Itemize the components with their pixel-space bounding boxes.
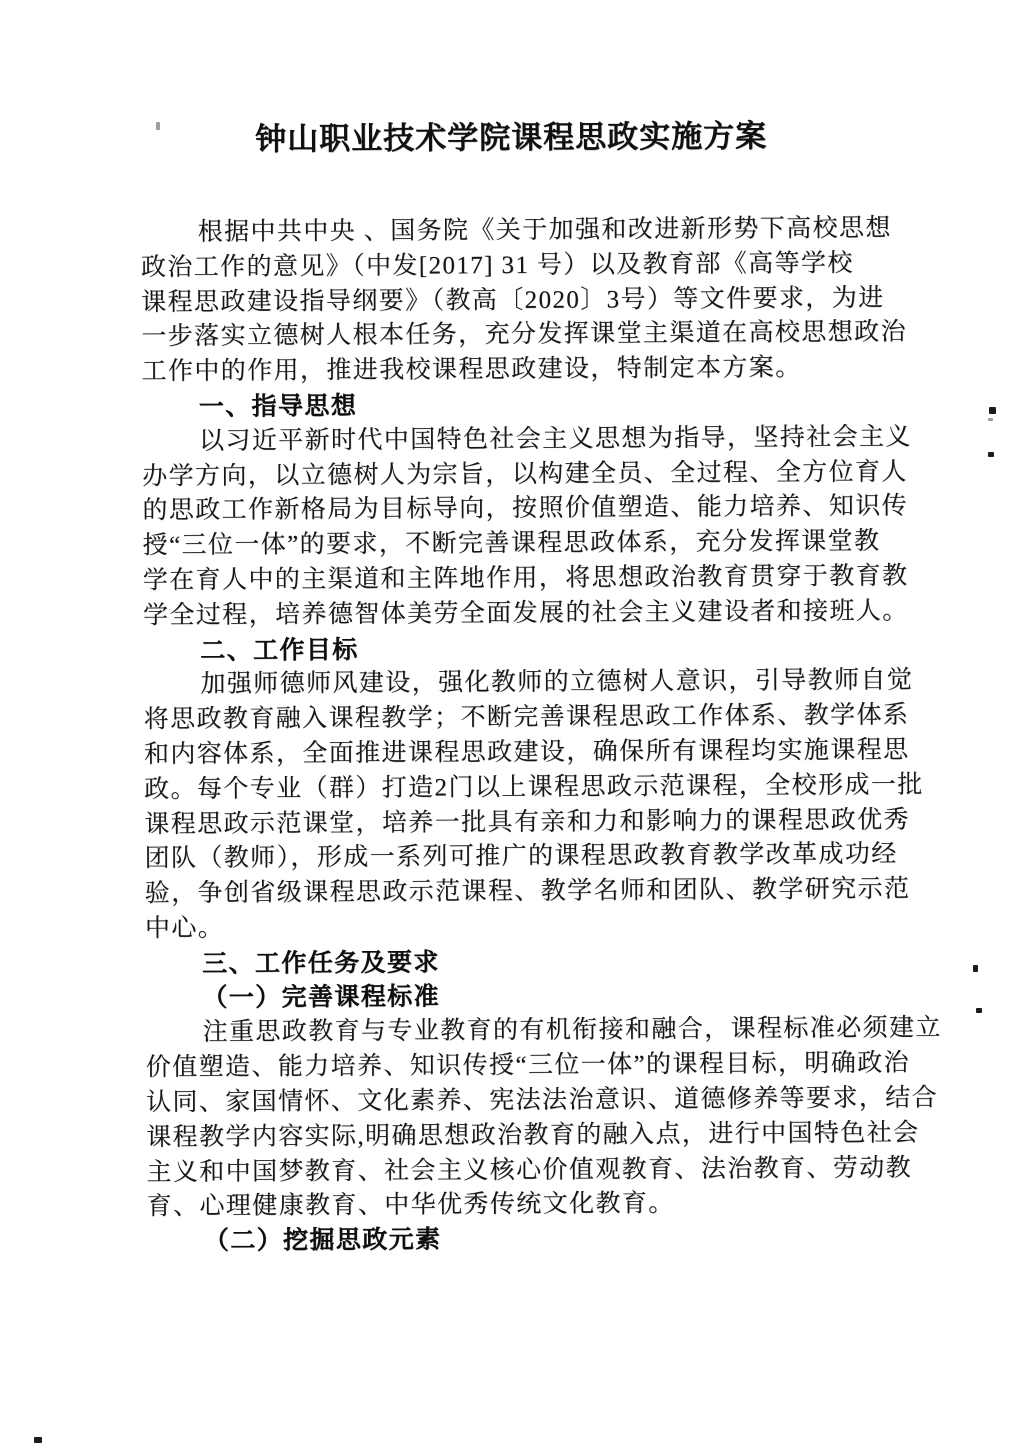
- text-line: 课程教学内容实际,明确思想政治教育的融入点，进行中国特色社会: [146, 1119, 920, 1151]
- text-line: 的思政工作新格局为目标导向，按照价值塑造、能力培养、知识传: [142, 492, 909, 525]
- ink-speck: [988, 452, 994, 457]
- ink-speck: [212, 792, 216, 795]
- ink-speck: [988, 418, 993, 421]
- text-line: 课程思政示范课堂，培养一批具有亲和力和影响力的课程思政优秀: [144, 806, 910, 838]
- ink-speck: [976, 1008, 982, 1013]
- text-line: 以习近平新时代中国特色社会主义思想为指导，坚持社会主义: [198, 423, 912, 455]
- text-line: 根据中共中央 、国务院《关于加强和改进新形势下高校思想: [197, 214, 892, 246]
- document-content: [140, 114, 942, 1260]
- text-line: 工作中的作用，推进我校课程思政建设，特制定本方案。: [141, 354, 802, 386]
- text-line: 学全过程，培养德智体美劳全面发展的社会主义建设者和接班人。: [142, 597, 909, 630]
- text-line: 和内容体系，全面推进课程思政建设，确保所有课程均实施课程思: [143, 736, 910, 769]
- heading-line: 三、工作任务及要求: [202, 948, 440, 978]
- heading-line: （一）完善课程标准: [202, 982, 441, 1012]
- text-line: 课程思政建设指导纲要》（教高〔2020〕3号）等文件要求，为进: [141, 284, 885, 316]
- text-line: 政。每个专业（群）打造2门以上课程思政示范课程，全校形成一批: [144, 771, 924, 804]
- text-line: 认同、家国情怀、文化素养、宪法法治意识、道德修养等要求，结合: [145, 1084, 939, 1117]
- text-line: 办学方向，以立德树人为宗旨，以构建全员、全过程、全方位育人: [142, 458, 908, 490]
- heading-line: 一、指导思想: [198, 391, 358, 421]
- heading-line: （二）挖掘思政元素: [203, 1226, 442, 1256]
- ink-speck: [34, 1437, 42, 1443]
- text-line: 团队（教师），形成一系列可推广的课程思政教育教学改革成功经: [144, 840, 898, 873]
- document-title: 钟山职业技术学院课程思政实施方案: [255, 118, 768, 157]
- ink-speck: [989, 407, 996, 414]
- ink-speck: [973, 965, 978, 972]
- document-body: [140, 212, 942, 1260]
- text-line: 主义和中国梦教育、社会主义核心价值观教育、法治教育、劳动教: [146, 1154, 913, 1186]
- text-line: 价值塑造、能力培养、知识传授“三位一体”的课程目标，明确政治: [145, 1049, 911, 1082]
- text-line: 中心。: [144, 914, 225, 943]
- heading-line: 二、工作目标: [200, 635, 359, 665]
- text-line: 一步落实立德树人根本任务，充分发挥课堂主渠道在高校思想政治: [141, 318, 908, 351]
- text-line: 验，争创省级课程思政示范课程、教学名师和团队、教学研究示范: [144, 875, 911, 908]
- text-line: 学在育人中的主渠道和主阵地作用，将思想政治教育贯穿于教育教: [142, 562, 909, 595]
- text-line: 注重思政教育与专业教育的有机衔接和融合，课程标准必须建立: [202, 1014, 942, 1047]
- text-line: 将思政教育融入课程教学；不断完善课程思政工作体系、教学体系: [143, 701, 910, 734]
- text-line: 加强师德师风建设，强化教师的立德树人意识，引导教师自觉: [200, 666, 914, 699]
- ink-speck: [156, 122, 160, 130]
- text-line: 育、心理健康教育、中华优秀传统文化教育。: [146, 1190, 675, 1221]
- text-line: 授“三位一体”的要求，不断完善课程思政体系，充分发挥课堂教: [142, 527, 881, 560]
- text-line: 政治工作的意见》（中发[2017] 31 号）以及教育部《高等学校: [140, 249, 854, 282]
